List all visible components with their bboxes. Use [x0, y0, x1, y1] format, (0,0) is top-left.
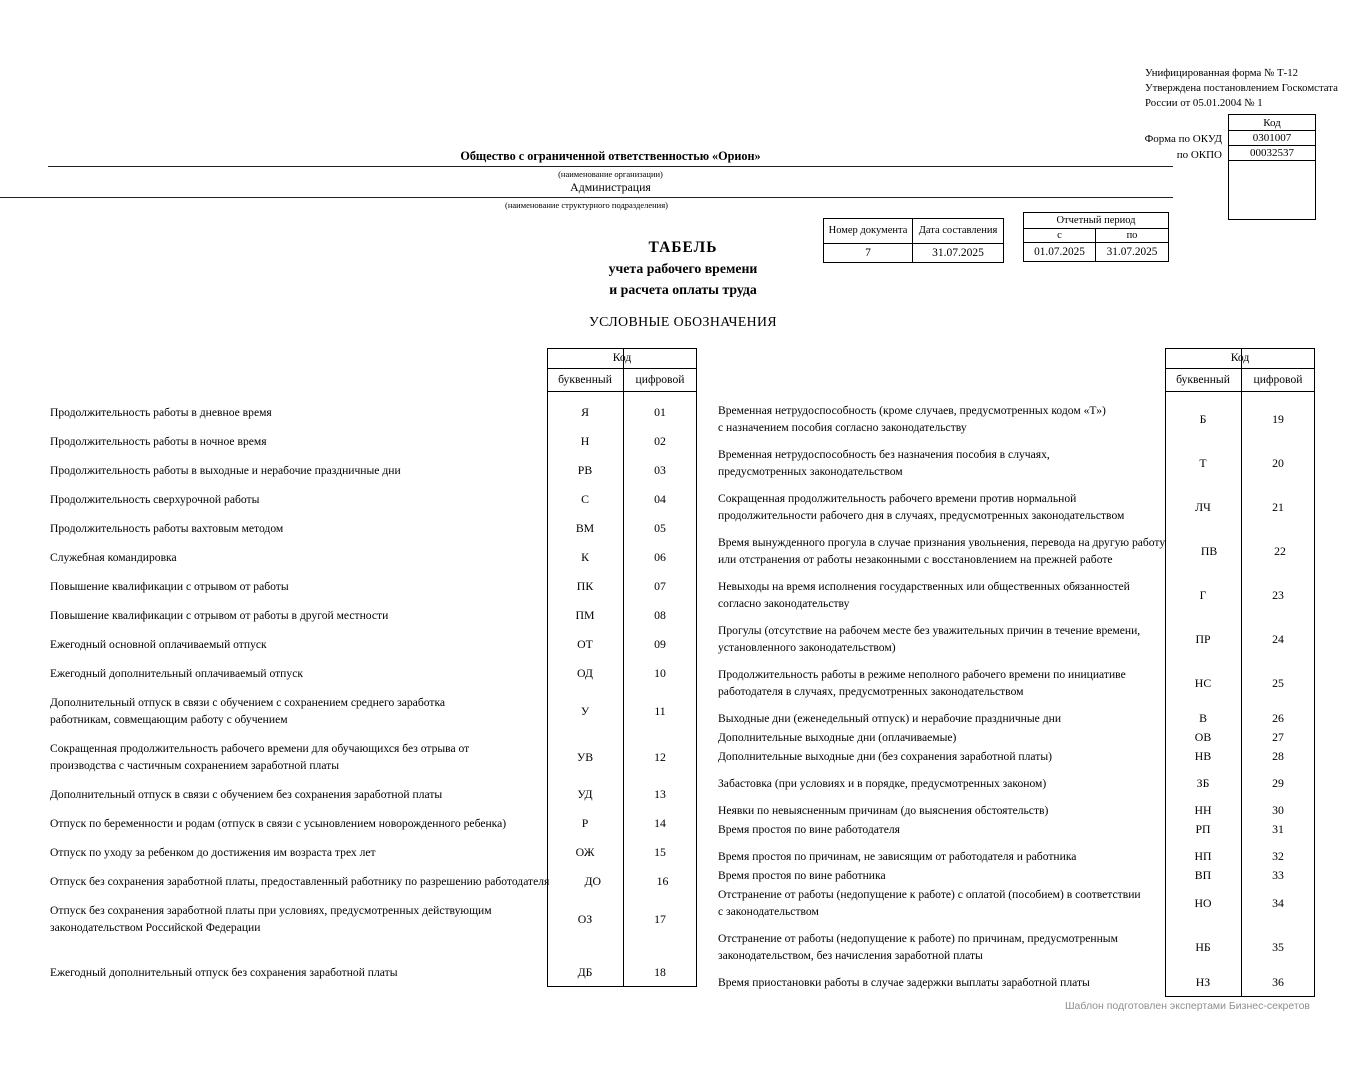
legend-letter-code: УВ	[576, 749, 594, 764]
legend-letter-code: ВП	[1194, 868, 1212, 882]
legend-numeric-code: 26	[1272, 711, 1284, 725]
legend-numeric-code: 23	[1272, 587, 1284, 602]
letter-code-header: буквенный	[558, 373, 612, 386]
numeric-code-header: цифровой	[635, 373, 685, 386]
legend-row	[50, 404, 697, 421]
legend-row-description: Время простоя по вине работника	[718, 869, 886, 882]
legend-row	[50, 902, 697, 936]
legend-rows	[50, 404, 697, 981]
period-to-value: 31.07.2025	[1095, 242, 1169, 262]
legend-numeric-code: 03	[654, 463, 666, 477]
legend-row-description: Ежегодный основной оплачиваемый отпуск	[50, 638, 267, 651]
organization-caption: (наименование организации)	[558, 169, 663, 179]
legend-numeric-code: 11	[654, 703, 666, 718]
legend-row-description: Отпуск без сохранения заработной платы при условиях, предусмотренных действующим законодательством Российской Федерации	[50, 904, 492, 934]
legend-letter-code: ЗБ	[1196, 776, 1210, 790]
legend-numeric-code: 34	[1272, 895, 1284, 910]
legend-numeric-code: 33	[1272, 868, 1284, 882]
title-line: ТАБЕЛЬ	[648, 239, 718, 256]
legend-row-description: Дополнительный отпуск в связи с обучением с сохранением среднего заработка работникам, совмещающим работу с обучением	[50, 696, 446, 726]
legend-row	[718, 974, 1315, 991]
legend-row	[718, 748, 1315, 765]
legend-letter-code: РП	[1195, 822, 1211, 836]
legend-row-description: Продолжительность работы в дневное время	[50, 406, 272, 419]
document-number-header: Номер документа	[823, 218, 913, 244]
legend-row-description: Отпуск по уходу за ребенком до достижения им возраста трех лет	[50, 846, 376, 859]
legend-row-description: Повышение квалификации с отрывом от работы	[50, 580, 289, 593]
legend-row-description: Выходные дни (еженедельный отпуск) и нерабочие праздничные дни	[718, 712, 1062, 725]
letter-code-header: буквенный	[1176, 373, 1230, 386]
legend-row-description: Отстранение от работы (недопущение к работе) по причинам, предусмотренным законодательством, без начисления заработной платы	[718, 932, 1118, 962]
legend-row-description: Время вынужденного прогула в случае признания увольнения, перевода на другую работу или отстранения от работы незаконными с восстановлением на прежней работе	[718, 536, 1166, 566]
form-note-line: России от 05.01.2004 № 1	[1145, 97, 1263, 109]
document-date-header: Дата составления	[912, 218, 1004, 244]
legend-row	[50, 964, 697, 981]
okud-code-table	[1228, 114, 1316, 220]
empty-code-cell	[1228, 160, 1316, 220]
legend-row	[718, 622, 1315, 656]
legend-row	[718, 534, 1315, 568]
okpo-label: по ОКПО	[1176, 149, 1222, 161]
legend-letter-code: ОЖ	[575, 845, 595, 859]
legend-letter-code: ДБ	[577, 965, 593, 979]
legend-letter-code: ДО	[584, 874, 602, 888]
legend-numeric-code: 01	[654, 405, 666, 419]
legend-row-description: Отпуск по беременности и родам (отпуск в связи с усыновлением новорожденного ребенка)	[50, 817, 507, 830]
legend-letter-code: НН	[1194, 803, 1212, 817]
legend-letter-code: НО	[1194, 895, 1212, 910]
legend-row	[718, 578, 1315, 612]
code-header: Код	[1165, 348, 1315, 369]
legend-row	[50, 433, 697, 450]
period-to-header: по	[1095, 228, 1169, 243]
legend-row	[50, 873, 697, 890]
legend-row-description: Дополнительные выходные дни (без сохранения заработной платы)	[718, 750, 1052, 763]
legend-row	[718, 710, 1315, 727]
period-from-header: с	[1023, 228, 1096, 243]
legend-row	[50, 578, 697, 595]
form-note-line: Утверждена постановлением Госкомстата	[1145, 82, 1338, 94]
legend-row-description: Прогулы (отсутствие на рабочем месте без уважительных причин в течение времени, установленного законодательством)	[718, 624, 1141, 654]
title-line: учета рабочего времени	[608, 261, 758, 276]
legend-row-description: Продолжительность сверхурочной работы	[50, 493, 260, 506]
title-line: и расчета оплаты труда	[609, 282, 757, 297]
legend-letter-code: Г	[1199, 587, 1207, 602]
period-from-value: 01.07.2025	[1023, 242, 1096, 262]
legend-numeric-code: 09	[654, 637, 666, 651]
legend-row-description: Время простоя по причинам, не зависящим от работодателя и работника	[718, 850, 1077, 863]
legend-letter-code: НЗ	[1195, 975, 1211, 989]
legend-letter-code: ЛЧ	[1195, 499, 1211, 514]
legend-row-description: Продолжительность работы в ночное время	[50, 435, 267, 448]
legend-row-description: Дополнительные выходные дни (оплачиваемые)	[718, 731, 957, 744]
legend-numeric-code: 15	[654, 845, 666, 859]
legend-header	[1165, 348, 1315, 392]
legend-letter-code: Н	[580, 434, 590, 448]
okud-label: Форма по ОКУД	[1144, 133, 1222, 145]
section-title: УСЛОВНЫЕ ОБОЗНАЧЕНИЯ	[588, 314, 778, 329]
legend-row-description: Время приостановки работы в случае задержки выплаты заработной платы	[718, 976, 1090, 989]
legend-letter-code: ПР	[1195, 631, 1211, 646]
document-number-value: 7	[823, 243, 913, 263]
legend-numeric-code: 05	[654, 521, 666, 535]
legend-row-description: Неявки по невыясненным причинам (до выяснения обстоятельств)	[718, 804, 1049, 817]
legend-letter-code: НВ	[1194, 749, 1212, 763]
department-caption: (наименование структурного подразделения)	[505, 200, 668, 210]
legend-row	[50, 694, 697, 728]
legend-row-description: Повышение квалификации с отрывом от работы в другой местности	[50, 609, 389, 622]
legend-row-description: Продолжительность работы в выходные и нерабочие праздничные дни	[50, 464, 401, 477]
legend-row	[718, 821, 1315, 838]
legend-numeric-code: 29	[1272, 776, 1284, 790]
legend-row	[50, 636, 697, 653]
legend-numeric-code: 06	[654, 550, 666, 564]
legend-row	[50, 491, 697, 508]
okud-code-value: 0301007	[1228, 130, 1316, 146]
legend-letter-code: ПМ	[575, 608, 595, 622]
legend-row	[50, 786, 697, 803]
reporting-period-header: Отчетный период	[1023, 212, 1169, 229]
legend-row-description: Временная нетрудоспособность (кроме случаев, предусмотренных кодом «Т») с назначением пособия согласно законодательству	[718, 404, 1106, 434]
okpo-code-value: 00032537	[1228, 145, 1316, 161]
organization-name: Общество с ограниченной ответственностью «Орион»	[460, 149, 761, 163]
legend-numeric-code: 13	[654, 787, 666, 801]
legend-row	[718, 930, 1315, 964]
form-note	[1145, 66, 1338, 111]
legend-row-description: Сокращенная продолжительность рабочего времени для обучающихся без отрыва от производства с частичным сохранением заработной платы	[50, 742, 470, 772]
legend-row-description: Продолжительность работы в режиме неполного рабочего времени по инициативе работодателя в случаях, предусмотренных законодательством	[718, 668, 1126, 698]
legend-numeric-code: 35	[1272, 939, 1284, 954]
legend-row-description: Ежегодный дополнительный отпуск без сохранения заработной платы	[50, 966, 398, 979]
legend-row	[50, 549, 697, 566]
legend-numeric-code: 19	[1272, 411, 1284, 426]
legend-numeric-code: 32	[1272, 849, 1284, 863]
legend-numeric-code: 18	[654, 965, 666, 979]
legend-letter-code: УД	[577, 787, 593, 801]
legend-row	[718, 729, 1315, 746]
legend-numeric-code: 04	[654, 492, 666, 506]
legend-numeric-code: 12	[654, 749, 666, 764]
legend-numeric-code: 31	[1272, 822, 1284, 836]
legend-letter-code: К	[581, 550, 589, 564]
legend-letter-code: ПВ	[1200, 543, 1218, 558]
legend-row	[718, 402, 1315, 436]
legend-letter-code: ОВ	[1194, 730, 1212, 744]
legend-numeric-code: 17	[654, 911, 666, 926]
legend-numeric-code: 02	[654, 434, 666, 448]
code-header: Код	[547, 348, 697, 369]
legend-numeric-code: 30	[1272, 803, 1284, 817]
legend-row	[50, 520, 697, 537]
legend-row-description: Отпуск без сохранения заработной платы, предоставленный работнику по разрешению работодателя	[50, 875, 550, 888]
legend-header	[547, 348, 697, 392]
legend-numeric-code: 36	[1272, 975, 1284, 989]
legend-letter-code: НБ	[1195, 939, 1211, 954]
legend-row	[718, 848, 1315, 865]
legend-row-description: Продолжительность работы вахтовым методом	[50, 522, 284, 535]
legend-row	[718, 775, 1315, 792]
department-name: Администрация	[570, 180, 651, 194]
numeric-code-header: цифровой	[1253, 373, 1303, 386]
legend-letter-code: РВ	[577, 463, 593, 477]
legend-letter-code: ВМ	[575, 521, 595, 535]
legend-numeric-code: 28	[1272, 749, 1284, 763]
legend-table-right	[718, 348, 1315, 997]
legend-row-description: Забастовка (при условиях и в порядке, предусмотренных законом)	[718, 777, 1047, 790]
legend-letter-code: Р	[581, 816, 589, 830]
legend-letter-code: НС	[1194, 675, 1212, 690]
legend-row-description: Сокращенная продолжительность рабочего времени против нормальной продолжительности рабочего дня в случаях, предусмотренных законодательством	[718, 492, 1125, 522]
legend-numeric-code: 25	[1272, 675, 1284, 690]
legend-letter-code: В	[1199, 711, 1207, 725]
legend-row	[50, 607, 697, 624]
legend-numeric-code: 20	[1272, 455, 1284, 470]
legend-numeric-code: 08	[654, 608, 666, 622]
legend-numeric-code: 22	[1274, 543, 1286, 558]
document-title	[473, 237, 893, 300]
document-date-value: 31.07.2025	[912, 243, 1004, 263]
legend-row	[50, 844, 697, 861]
legend-numeric-code: 14	[654, 816, 666, 830]
legend-row	[718, 886, 1315, 920]
form-note-line: Унифицированная форма № Т-12	[1145, 67, 1299, 79]
organization-underline	[48, 166, 1173, 167]
legend-letter-code: ОТ	[577, 637, 593, 651]
legend-row-description: Время простоя по вине работодателя	[718, 823, 900, 836]
okud-code-header: Код	[1228, 114, 1316, 131]
legend-letter-code: ОД	[577, 666, 593, 680]
legend-row	[718, 867, 1315, 884]
legend-numeric-code: 16	[656, 874, 669, 888]
legend-row	[50, 665, 697, 682]
legend-rows	[718, 402, 1315, 991]
legend-numeric-code: 24	[1272, 631, 1284, 646]
legend-letter-code: Я	[581, 405, 589, 419]
legend-numeric-code: 10	[654, 666, 666, 680]
legend-row-description: Ежегодный дополнительный оплачиваемый отпуск	[50, 667, 303, 680]
legend-numeric-code: 07	[654, 579, 666, 593]
legend-row	[718, 666, 1315, 700]
legend-letter-code: ПК	[576, 579, 594, 593]
legend-row-description: Невыходы на время исполнения государственных или общественных обязанностей согласно законодательству	[718, 580, 1130, 610]
legend-numeric-code: 21	[1272, 499, 1284, 514]
legend-row-description: Временная нетрудоспособность без назначения пособия в случаях, предусмотренных законодательством	[718, 448, 1050, 478]
legend-row	[50, 462, 697, 479]
template-credit: Шаблон подготовлен экспертами Бизнес-секретов	[1064, 1000, 1310, 1012]
legend-letter-code: Б	[1199, 411, 1207, 426]
legend-letter-code: Т	[1199, 455, 1207, 470]
legend-row	[718, 802, 1315, 819]
legend-table-left	[50, 348, 697, 987]
legend-row-description: Дополнительный отпуск в связи с обучением без сохранения заработной платы	[50, 788, 443, 801]
legend-letter-code: У	[580, 703, 590, 718]
legend-letter-code: С	[581, 492, 589, 506]
legend-row	[718, 446, 1315, 480]
legend-row	[50, 740, 697, 774]
legend-numeric-code: 27	[1272, 730, 1284, 744]
legend-letter-code: ОЗ	[577, 911, 593, 926]
legend-row	[718, 490, 1315, 524]
reporting-period-table	[1023, 212, 1169, 262]
department-underline	[0, 197, 1173, 198]
legend-row-description: Служебная командировка	[50, 551, 177, 564]
legend-letter-code: НП	[1194, 849, 1212, 863]
legend-row-description: Отстранение от работы (недопущение к работе) с оплатой (пособием) в соответствии с законодательством	[718, 888, 1141, 918]
legend-row	[50, 815, 697, 832]
